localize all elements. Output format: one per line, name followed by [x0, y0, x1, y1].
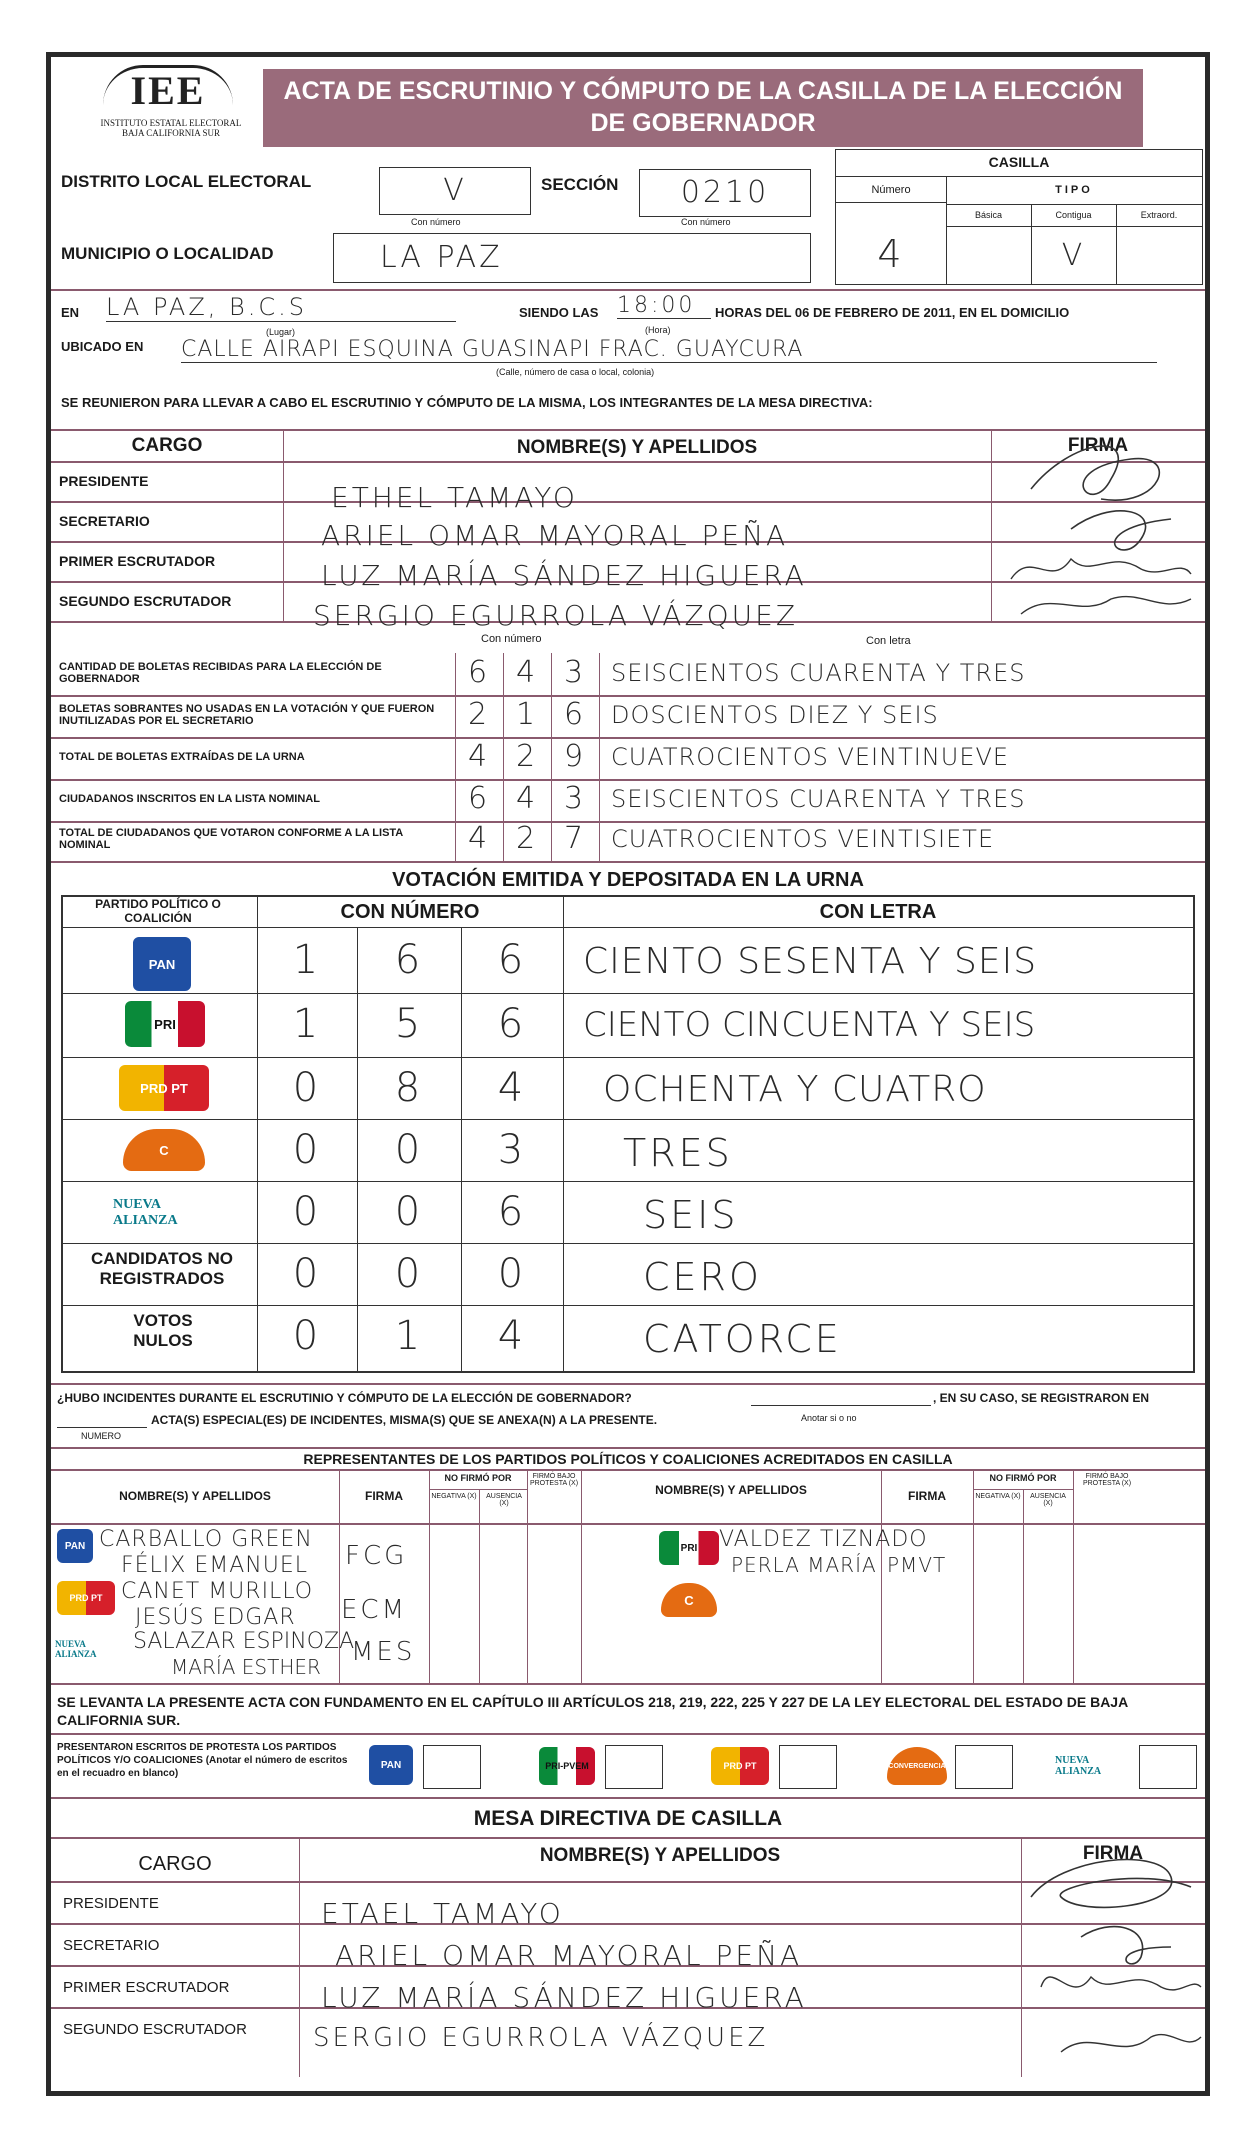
votos-digit[interactable]: 6	[497, 937, 527, 983]
con-numero-header: CON NÚMERO	[340, 901, 480, 923]
boletas-digit[interactable]: 7	[563, 821, 587, 856]
mesa-bottom-nombres-header: NOMBRE(S) Y APELLIDOS	[539, 1845, 781, 1866]
casilla-numero-value[interactable]: 4	[877, 232, 905, 276]
mesa-bottom-cargo: SECRETARIO	[63, 1937, 160, 1954]
votos-digit[interactable]: 0	[394, 1127, 424, 1173]
representantes-title: REPRESENTANTES DE LOS PARTIDOS POLÍTICOS Y COALICIONES ACREDITADOS EN CASILLA	[303, 1451, 953, 1467]
boletas-digit[interactable]: 1	[515, 697, 539, 732]
acta-title: ACTA DE ESCRUTINIO Y CÓMPUTO DE LA CASILLA DE LA ELECCIÓN DE GOBERNADOR	[263, 69, 1143, 147]
rep-nombre[interactable]: JESÚS EDGAR	[135, 1605, 296, 1630]
votos-letra[interactable]: OCHENTA Y CUATRO	[603, 1069, 987, 1110]
boletas-letra[interactable]: CUATROCIENTOS VEINTINUEVE	[611, 743, 1010, 771]
rep-ausencia-header-right: AUSENCIA (X)	[1030, 1493, 1066, 1507]
votos-digit[interactable]: 0	[292, 1251, 322, 1297]
mesa-bottom-title: MESA DIRECTIVA DE CASILLA	[473, 1807, 783, 1830]
rep-firmo-bajo-header-right: FIRMÓ BAJO PROTESTA (X)	[1082, 1473, 1132, 1487]
rep-firma[interactable]: FCG	[345, 1541, 408, 1571]
boletas-digit[interactable]: 9	[563, 739, 587, 774]
rep-prd-pt-logo: PRD PT	[57, 1581, 115, 1615]
rep-nombre[interactable]: FÉLIX EMANUEL	[121, 1553, 309, 1578]
boletas-digit[interactable]: 6	[467, 655, 491, 690]
municipio-label: MUNICIPIO O LOCALIDAD	[61, 244, 274, 263]
rep-nombres-header-left: NOMBRE(S) Y APELLIDOS	[119, 1489, 271, 1503]
rep-no-firmo-header-left: NO FIRMÓ POR	[444, 1473, 512, 1483]
institute-name-1: INSTITUTO ESTATAL ELECTORAL	[100, 118, 242, 128]
nombre-primer-escrutador[interactable]: LUZ MARÍA SÁNDEZ HIGUERA	[321, 559, 807, 592]
incidentes-anotar: Anotar si o no	[801, 1413, 857, 1423]
votos-digit[interactable]: 8	[394, 1065, 424, 1111]
boletas-digit[interactable]: 4	[515, 781, 539, 816]
escrito-convergencia-logo: CONVERGENCIA	[887, 1747, 947, 1785]
votos-digit[interactable]: 0	[292, 1189, 322, 1235]
mesa-bottom-cargo-header: CARGO	[138, 1853, 212, 1875]
boletas-digit[interactable]: 3	[563, 781, 587, 816]
acta-sheet	[46, 52, 1210, 2096]
boletas-digit[interactable]: 2	[515, 821, 539, 856]
prd-pt-logo: PRD PT	[119, 1065, 209, 1111]
mesa-bottom-firma-header: FIRMA	[1082, 1843, 1144, 1864]
boletas-table	[51, 653, 1205, 863]
boletas-digit[interactable]: 4	[515, 655, 539, 690]
mesa-bottom-nombre[interactable]: ARIEL OMAR MAYORAL PEÑA	[335, 1939, 803, 1972]
contigua-label: Contigua	[1055, 210, 1092, 220]
boletas-letra[interactable]: CUATROCIENTOS VEINTISIETE	[611, 825, 995, 853]
rep-nombre[interactable]: VALDEZ TIZNADO	[719, 1527, 928, 1552]
incidentes-answer-line[interactable]	[751, 1405, 931, 1406]
rep-negativa-header-left: NEGATIVA (X)	[431, 1493, 477, 1500]
municipio-field[interactable]	[333, 233, 811, 283]
distrito-label: DISTRITO LOCAL ELECTORAL	[61, 172, 312, 191]
votos-digit[interactable]: 0	[292, 1127, 322, 1173]
escrito-convergencia-box[interactable]	[955, 1745, 1013, 1789]
pri-pvem-logo: PRI	[125, 1001, 205, 1047]
votos-digit[interactable]: 1	[292, 1001, 322, 1047]
mesa-bottom-cargo: PRESIDENTE	[63, 1895, 159, 1912]
rep-nombres-header-right: NOMBRE(S) Y APELLIDOS	[655, 1483, 807, 1497]
rep-firma[interactable]: MES	[351, 1637, 416, 1667]
boletas-digit[interactable]: 6	[563, 697, 587, 732]
incidentes-actas-text: ACTA(S) ESPECIAL(ES) DE INCIDENTES, MISMA(S) QUE SE ANEXA(N) A LA PRESENTE.	[151, 1413, 658, 1427]
rep-nombre[interactable]: MARÍA ESTHER	[171, 1655, 321, 1679]
calle-caption: (Calle, número de casa o local, colonia)	[496, 367, 655, 377]
rep-nombre[interactable]: CARBALLO GREEN	[99, 1527, 313, 1552]
votos-digit[interactable]: 0	[292, 1065, 322, 1111]
boletas-digit[interactable]: 4	[467, 739, 491, 774]
hora-caption: (Hora)	[645, 325, 671, 335]
cargo-secretario: SECRETARIO	[59, 513, 150, 529]
cargo-primer-escrutador: PRIMER ESCRUTADOR	[59, 553, 216, 569]
en-value[interactable]: LA PAZ, B.C.S	[106, 293, 456, 322]
boletas-con-letra-caption: Con letra	[866, 635, 911, 647]
cargo-header: CARGO	[131, 435, 203, 456]
mesa-directiva-bottom-table	[51, 1837, 1205, 2077]
escrito-pri-pvem-logo: PRI-PVEM	[539, 1747, 595, 1785]
fecha-text: HORAS DEL 06 DE FEBRERO DE 2011, EN EL DOMICILIO	[715, 305, 1070, 320]
mesa-bottom-nombre[interactable]: SERGIO EGURROLA VÁZQUEZ	[313, 2023, 769, 2053]
votos-digit[interactable]: 0	[292, 1313, 322, 1359]
boletas-letra[interactable]: SEISCIENTOS CUARENTA Y TRES	[611, 659, 1026, 687]
rep-nombre[interactable]: SALAZAR ESPINOZA	[133, 1629, 355, 1654]
boletas-digit[interactable]: 6	[467, 781, 491, 816]
votos-digit[interactable]: 6	[497, 1189, 527, 1235]
escrito-prd-pt-box[interactable]	[779, 1745, 837, 1789]
numero-label: Número	[871, 184, 911, 196]
en-label: EN	[61, 305, 80, 320]
extraord-label: Extraord.	[1140, 210, 1178, 220]
votos-digit[interactable]: 1	[292, 937, 322, 983]
municipio-value: LA PAZ	[380, 240, 503, 275]
fundamento-text: SE LEVANTA LA PRESENTE ACTA CON FUNDAMENTO EN EL CAPÍTULO III ARTÍCULOS 218, 219, 222, 225 Y 227 DE LA LEY ELECTORAL DEL ESTADO DE BAJA CALIFORNIA SUR.	[57, 1694, 1128, 1728]
casilla-label: CASILLA	[988, 154, 1050, 170]
votos-digit[interactable]: 0	[394, 1251, 424, 1297]
rep-nombre[interactable]: PERLA MARÍA	[731, 1553, 877, 1577]
mesa-bottom-cargo: PRIMER ESCRUTADOR	[63, 1979, 230, 1996]
nombre-presidente[interactable]: ETHEL TAMAYO	[331, 481, 578, 514]
escrito-nueva-alianza-logo: NUEVA ALIANZA	[1055, 1755, 1102, 1777]
seccion-label: SECCIÓN	[541, 175, 619, 194]
escrito-pan-logo: PAN	[369, 1745, 413, 1785]
rep-firma[interactable]: PMVT	[887, 1553, 947, 1577]
rep-firma-header-left: FIRMA	[365, 1489, 403, 1503]
votacion-title: VOTACIÓN EMITIDA Y DEPOSITADA EN LA URNA	[392, 869, 864, 891]
votos-letra[interactable]: CATORCE	[643, 1317, 842, 1361]
votos-digit[interactable]: 6	[394, 937, 424, 983]
candidatos-no-registrados-label: CANDIDATOS NO REGISTRADOS	[91, 1249, 233, 1288]
escrito-prd-pt-logo: PRD PT	[711, 1747, 769, 1785]
con-numero-caption-1: Con número	[411, 217, 461, 227]
boletas-row-label-5: TOTAL DE CIUDADANOS QUE VOTARON CONFORME A LA LISTA NOMINAL	[59, 827, 403, 851]
cargo-presidente: PRESIDENTE	[59, 473, 149, 489]
rep-nueva-alianza-logo: NUEVA ALIANZA	[55, 1639, 97, 1659]
rep-ausencia-header-left: AUSENCIA (X)	[486, 1493, 522, 1507]
rep-pri-pvem-logo: PRI	[659, 1531, 719, 1565]
institute-name-2: BAJA CALIFORNIA SUR	[121, 128, 221, 138]
boletas-digit[interactable]: 2	[515, 739, 539, 774]
boletas-letra[interactable]: DOSCIENTOS DIEZ Y SEIS	[611, 701, 939, 729]
seccion-field[interactable]	[639, 169, 811, 217]
escrito-nueva-alianza-box[interactable]	[1139, 1745, 1197, 1789]
boletas-con-numero-caption: Con número	[481, 633, 542, 645]
votos-nulos-label: VOTOS NULOS	[133, 1311, 193, 1350]
votos-digit[interactable]: 4	[497, 1313, 527, 1359]
mesa-directiva-top-table	[51, 429, 1205, 657]
representantes-table	[51, 1469, 1205, 1687]
mesa-bottom-nombre[interactable]: ETAEL TAMAYO	[321, 1897, 564, 1930]
votos-letra[interactable]: TRES	[623, 1131, 733, 1175]
votacion-table	[61, 895, 1195, 1373]
votos-digit[interactable]: 0	[497, 1251, 527, 1297]
pan-logo: PAN	[133, 937, 191, 991]
partido-header: PARTIDO POLÍTICO O COALICIÓN	[95, 897, 221, 925]
boletas-digit[interactable]: 4	[467, 821, 491, 856]
firmas-top-signatures	[991, 429, 1205, 625]
nueva-alianza-logo: NUEVA ALIANZA	[113, 1197, 178, 1228]
hora-value[interactable]: 18:00	[617, 293, 711, 319]
incidentes-question: ¿HUBO INCIDENTES DURANTE EL ESCRUTINIO Y CÓMPUTO DE LA ELECCIÓN DE GOBERNADOR?	[57, 1391, 632, 1405]
incidentes-en-su-caso: , EN SU CASO, SE REGISTRARON EN	[933, 1391, 1150, 1405]
ubicado-value[interactable]: CALLE AIRAPI ESQUINA GUASINAPI FRAC. GUAYCURA	[181, 337, 1157, 363]
nombres-header: NOMBRE(S) Y APELLIDOS	[516, 437, 758, 458]
tipo-label: TIPO	[1055, 184, 1093, 196]
rep-pan-logo: PAN	[57, 1529, 93, 1563]
boletas-row-label-4: CIUDADANOS INSCRITOS EN LA LISTA NOMINAL	[59, 793, 320, 805]
boletas-digit[interactable]: 3	[563, 655, 587, 690]
ubicado-label: UBICADO EN	[61, 339, 144, 354]
votos-digit[interactable]: 5	[394, 1001, 424, 1047]
votos-letra[interactable]: SEIS	[643, 1193, 739, 1237]
convergencia-logo: C	[123, 1129, 205, 1171]
votos-digit[interactable]: 4	[497, 1065, 527, 1111]
rep-firma-header-right: FIRMA	[908, 1489, 946, 1503]
escritos-text: PRESENTARON ESCRITOS DE PROTESTA LOS PARTIDOS POLÍTICOS Y/O COALICIONES (Anotar el número de escritos en el recuadro en blanco)	[57, 1742, 348, 1779]
boletas-row-label-2: BOLETAS SOBRANTES NO USADAS EN LA VOTACIÓN Y QUE FUERON INUTILIZADAS POR EL SECRETARIO	[59, 703, 435, 727]
rep-firmo-bajo-header-left: FIRMÓ BAJO PROTESTA (X)	[529, 1473, 579, 1487]
con-letra-header: CON LETRA	[819, 901, 937, 923]
votos-digit[interactable]: 1	[394, 1313, 424, 1359]
votos-digit[interactable]: 6	[497, 1001, 527, 1047]
nombre-segundo-escrutador[interactable]: SERGIO EGURROLA VÁZQUEZ	[313, 599, 799, 632]
incidentes-numero-line[interactable]	[57, 1427, 147, 1428]
escrito-pan-box[interactable]	[423, 1745, 481, 1789]
nombre-secretario[interactable]: ARIEL OMAR MAYORAL PEÑA	[321, 519, 789, 552]
incidentes-numero-caption: NUMERO	[81, 1431, 121, 1441]
iee-logo	[91, 65, 251, 155]
votos-digit[interactable]: 0	[394, 1189, 424, 1235]
lugar-caption: (Lugar)	[266, 327, 296, 337]
rep-convergencia-logo: C	[661, 1583, 717, 1617]
seccion-value: 0210	[680, 175, 770, 210]
cargo-segundo-escrutador: SEGUNDO ESCRUTADOR	[59, 593, 232, 609]
votos-letra[interactable]: CIENTO CINCUENTA Y SEIS	[583, 1005, 1036, 1045]
rep-firma[interactable]: ECM	[341, 1595, 408, 1625]
distrito-field[interactable]	[379, 167, 531, 215]
votos-letra[interactable]: CERO	[643, 1255, 762, 1299]
distrito-value: V	[443, 173, 467, 208]
escrito-pri-pvem-box[interactable]	[605, 1745, 663, 1789]
votos-letra[interactable]: CIENTO SESENTA Y SEIS	[583, 941, 1038, 982]
rep-no-firmo-header-right: NO FIRMÓ POR	[989, 1473, 1057, 1483]
siendo-label: SIENDO LAS	[519, 305, 599, 320]
basica-label: Básica	[974, 210, 1002, 220]
boletas-row-label-1: CANTIDAD DE BOLETAS RECIBIDAS PARA LA ELECCIÓN DE GOBERNADOR	[59, 661, 382, 685]
con-numero-caption-2: Con número	[681, 217, 731, 227]
mesa-bottom-cargo: SEGUNDO ESCRUTADOR	[63, 2021, 247, 2038]
casilla-box	[835, 149, 1203, 285]
mesa-bottom-nombre[interactable]: LUZ MARÍA SÁNDEZ HIGUERA	[321, 1981, 807, 2014]
reunieron-text: SE REUNIERON PARA LLEVAR A CABO EL ESCRUTINIO Y CÓMPUTO DE LA MISMA, LOS INTEGRANTES DE LA MESA DIRECTIVA:	[61, 395, 873, 410]
contigua-mark[interactable]: V	[1061, 238, 1086, 273]
iee-logo-mark: IEE	[103, 65, 233, 114]
firma-header: FIRMA	[1067, 435, 1129, 456]
votos-digit[interactable]: 3	[497, 1127, 527, 1173]
boletas-letra[interactable]: SEISCIENTOS CUARENTA Y TRES	[611, 785, 1026, 813]
firmas-bottom-signatures	[1021, 1837, 1205, 2077]
boletas-row-label-3: TOTAL DE BOLETAS EXTRAÍDAS DE LA URNA	[59, 751, 305, 763]
rep-negativa-header-right: NEGATIVA (X)	[975, 1493, 1021, 1500]
boletas-digit[interactable]: 2	[467, 697, 491, 732]
rep-nombre[interactable]: CANET MURILLO	[121, 1579, 314, 1604]
